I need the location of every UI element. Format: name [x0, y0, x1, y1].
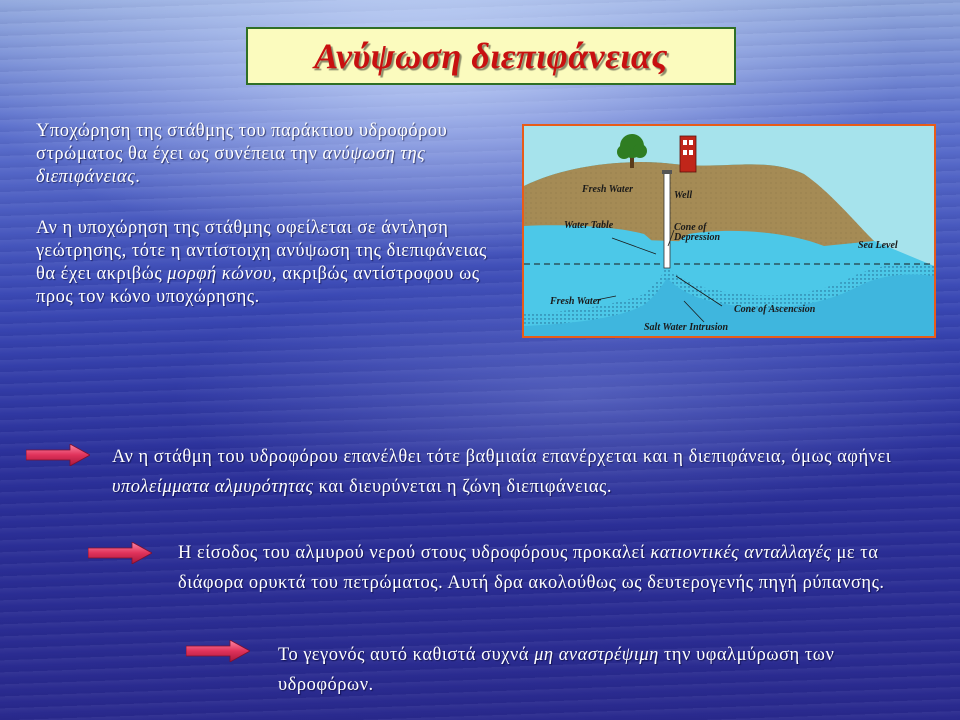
intro-p1-emphasis: ανύψωση της διεπιφάνειας [36, 144, 426, 187]
label-cone-depression-2: Depression [674, 232, 721, 243]
bullet-1-end: και διευρύνεται η ζώνη διεπιφάνειας. [313, 477, 612, 497]
title-box [246, 27, 736, 85]
bullet-3-end: την υφαλμύρωση των υδροφόρων. [278, 645, 835, 695]
intro-paragraph-2 [36, 217, 506, 309]
bullet-3 [278, 640, 898, 700]
bullet-3-emphasis: μη αναστρέψιμη [534, 645, 659, 665]
label-cone-depression-1: Cone of [674, 222, 707, 233]
slide-title: Ανύψωση διεπιφάνειας [314, 36, 668, 76]
bullet-2-text: Η είσοδος του αλμυρού νερού στους υδροφόρους προκαλεί [178, 543, 651, 563]
label-fresh-water-bottom: Fresh Water [550, 296, 602, 307]
well-cap [662, 170, 672, 174]
intro-p2-end: , ακριβώς αντίστροφου ως προς τον κώνο υποχώρησης. [36, 264, 480, 307]
label-water-table: Water Table [564, 220, 614, 231]
bullet-1-emphasis: υπολείμματα αλμυρότητας [112, 477, 314, 497]
house-window [689, 140, 693, 145]
bullet-1-text: Αν η στάθμη του υδροφόρου επανέλθει τότε βαθμιαία επανέρχεται και η διεπιφάνεια, όμως αφήνει [112, 447, 892, 467]
label-salt-water-intrusion: Salt Water Intrusion [644, 322, 729, 333]
intro-paragraph-1 [36, 120, 496, 189]
right-arrow-icon [26, 444, 90, 466]
bullet-2-emphasis: κατιοντικές ανταλλαγές [650, 543, 832, 563]
label-fresh-water-top: Fresh Water [582, 184, 634, 195]
saltwater-intrusion-diagram [522, 124, 936, 338]
bullet-1 [112, 442, 912, 502]
intro-p1-text: Υποχώρηση της στάθμης του παράκτιου υδροφόρου στρώματος θα έχει ως συνέπεια την [36, 121, 448, 164]
intro-p1-end: . [135, 167, 141, 187]
house-window [683, 140, 687, 145]
intro-p2-emphasis: μορφή κώνου [167, 264, 272, 284]
diagram-svg [524, 126, 934, 336]
bullet-3-text: Το γεγονός αυτό καθιστά συχνά [278, 645, 535, 665]
house-icon [680, 136, 696, 172]
well-pipe [664, 172, 670, 268]
intro-p2-text: Αν η υποχώρηση της στάθμης οφείλεται σε άντληση γεώτρησης, τότε η αντίστοιχη ανύψωση της διεπιφάνειας θα έχει ακριβώς [36, 218, 487, 284]
label-cone-ascension: Cone of Ascencsion [734, 304, 816, 315]
right-arrow-icon [88, 542, 152, 564]
label-sea-level: Sea Level [858, 240, 898, 251]
bullet-2 [178, 538, 918, 598]
right-arrow-icon [186, 640, 250, 662]
house-window [689, 150, 693, 155]
label-well: Well [674, 190, 693, 201]
bullet-2-end: με τα διάφορα ορυκτά του πετρώματος. Αυτή δρα ακολούθως ως δευτερογενής πηγή ρύπανσης. [178, 543, 885, 593]
house-window [683, 150, 687, 155]
